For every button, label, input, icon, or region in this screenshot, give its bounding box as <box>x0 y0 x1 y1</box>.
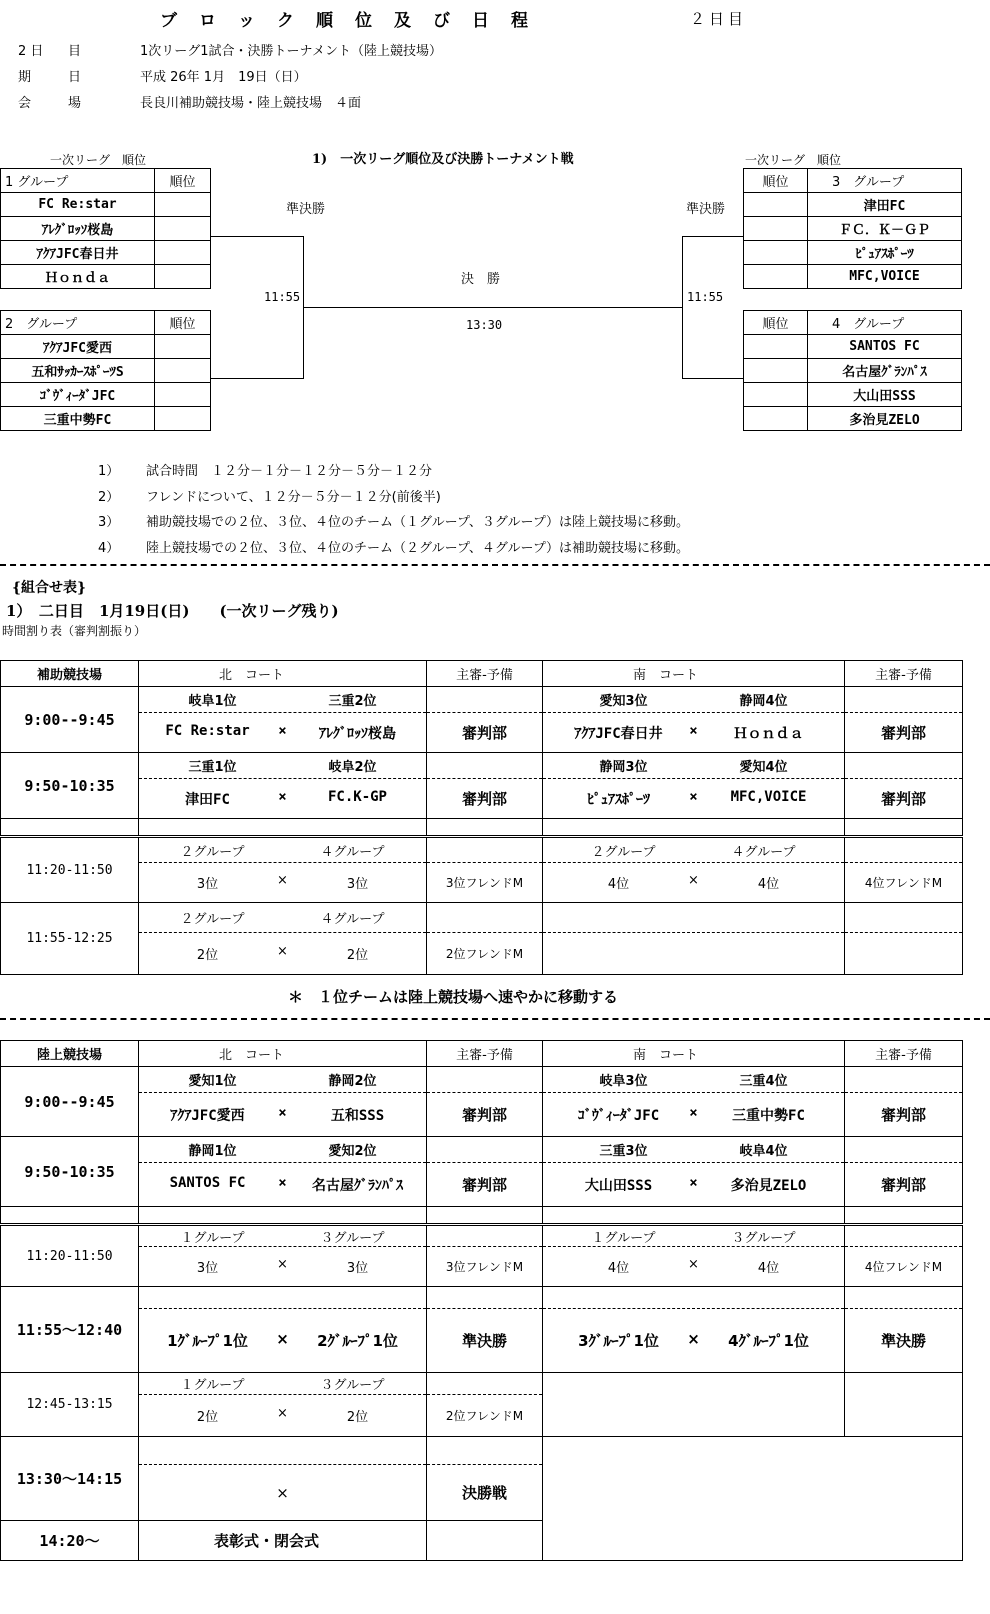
match <box>139 863 427 903</box>
meta-key: 期 <box>18 70 32 85</box>
team-a: FC Re:star <box>165 722 250 739</box>
vs-mark: × <box>278 788 287 805</box>
spacer-cell <box>543 1207 845 1225</box>
ref-label: 主審-予備 <box>427 661 543 687</box>
referee <box>845 933 963 975</box>
schedule-subheading: 1） 二日目 1月19日(日) (一次リーグ残り) <box>6 602 339 620</box>
note-number: 3） <box>98 515 120 530</box>
team-a: 津田FC <box>185 791 230 808</box>
match <box>543 1093 845 1137</box>
seed-b: ３グループ <box>731 1230 796 1246</box>
ref-cell <box>427 1373 543 1395</box>
seed-a: 岐阜1位 <box>188 694 237 709</box>
seed-b: 静岡4位 <box>739 694 788 709</box>
time-slot: 13:30～14:15 <box>1 1437 139 1521</box>
seed-b: 愛知2位 <box>328 1144 377 1159</box>
league-label-left: 一次リーグ 順位 <box>50 151 180 169</box>
time-slot: 11:55～12:40 <box>1 1287 139 1373</box>
title-char: び <box>433 11 450 31</box>
seed-pair <box>139 1437 427 1465</box>
title-char: 程 <box>511 11 528 31</box>
seed-b: 静岡2位 <box>328 1074 377 1089</box>
match <box>543 1163 845 1207</box>
section-divider <box>0 564 990 566</box>
south-court-label: 南 コート <box>543 1041 845 1067</box>
rank-cell[interactable] <box>744 217 808 241</box>
team-a: 3ｸﾞﾙｰﾌﾟ1位 <box>578 1332 659 1350</box>
vs-mark: × <box>689 1104 698 1121</box>
spacer-cell <box>427 819 543 837</box>
referee: 準決勝 <box>427 1309 543 1373</box>
spacer-cell <box>1 1207 139 1225</box>
ref-cell <box>427 837 543 863</box>
rank-cell[interactable] <box>744 335 808 359</box>
rank-cell[interactable] <box>744 265 808 289</box>
match <box>543 933 845 975</box>
north-court-label: 北 コート <box>139 661 427 687</box>
match <box>139 933 427 975</box>
referee: 審判部 <box>427 1093 543 1137</box>
semifinal-match <box>139 1309 427 1373</box>
ref-cell <box>845 753 963 779</box>
meta-value: 長良川補助競技場・陸上競技場 ４面 <box>140 96 362 111</box>
group-name: 4 グループ <box>808 311 962 335</box>
spacer-cell <box>543 819 845 837</box>
seed-pair <box>543 903 845 933</box>
title-char: ロ <box>199 11 216 31</box>
vs-mark: × <box>688 873 699 888</box>
note-text: 試合時間 １２分－１分－１２分－５分－１２分 <box>146 464 433 479</box>
spacer-cell <box>1 819 139 837</box>
spacer-cell <box>427 1207 543 1225</box>
group-name: 1 グループ <box>1 169 155 193</box>
schedule-table-sub-field <box>0 660 963 975</box>
empty-cell <box>543 1373 845 1437</box>
venue-name: 陸上競技場 <box>1 1041 139 1067</box>
seed-a: ２グループ <box>591 844 656 860</box>
rank-cell[interactable] <box>155 217 211 241</box>
spacer-cell <box>845 1207 963 1225</box>
team-b: 2位 <box>346 948 369 963</box>
rank-cell[interactable] <box>155 407 211 431</box>
referee: 準決勝 <box>845 1309 963 1373</box>
team-b: 五和SSS <box>330 1107 385 1124</box>
referee: 審判部 <box>427 1163 543 1207</box>
spacer-cell <box>139 1207 427 1225</box>
team-name: ＦＣ．Ｋ－ＧＰ <box>808 217 962 241</box>
group-name: 3 グループ <box>808 169 962 193</box>
match <box>139 1395 427 1437</box>
team-a: 4位 <box>607 877 630 892</box>
group-3-table <box>743 168 962 289</box>
schedule-table-main-field <box>0 1040 963 1561</box>
seed-b: 愛知4位 <box>739 760 788 775</box>
time-slot: 9:50-10:35 <box>1 753 139 819</box>
match <box>139 713 427 753</box>
vs-mark: × <box>276 1483 289 1502</box>
seed-pair <box>139 1287 427 1309</box>
rank-header: 順位 <box>155 169 211 193</box>
vs-mark: × <box>276 1330 289 1348</box>
note-4 <box>98 537 689 556</box>
seed-pair <box>543 1067 845 1093</box>
empty-cell <box>845 1373 963 1437</box>
title-char: 日 <box>472 11 489 31</box>
time-slot: 14:20～ <box>1 1521 139 1561</box>
semifinal-match <box>543 1309 845 1373</box>
team-b: MFC,VOICE <box>730 788 807 805</box>
ref-cell <box>845 1067 963 1093</box>
seed-pair <box>543 1137 845 1163</box>
team-b <box>293 1484 423 1502</box>
rank-cell[interactable] <box>155 265 211 289</box>
note-text: 補助競技場での２位、３位、４位のチーム（１グループ、３グループ）は陸上競技場に移動。 <box>146 515 690 530</box>
team-b: Ｈｏｎｄａ <box>733 725 804 742</box>
time-slot: 11:20-11:50 <box>1 1225 139 1287</box>
title-char: ブ <box>160 11 177 31</box>
referee: 審判部 <box>845 713 963 753</box>
team-name: SANTOS FC <box>808 335 962 359</box>
match <box>139 1247 427 1287</box>
group-name: 2 グループ <box>1 311 155 335</box>
group-1-table <box>0 168 211 289</box>
team-name: 多治見ZELO <box>808 407 962 431</box>
referee: 2位フレンドM <box>427 1395 543 1437</box>
seed-b: ４グループ <box>320 912 385 927</box>
seed-a: ２グループ <box>180 912 245 927</box>
team-a: ｱｸｱJFC春日井 <box>574 725 663 742</box>
team-name: FC Re:star <box>1 193 155 217</box>
ref-cell <box>427 1137 543 1163</box>
team-a: 大山田SSS <box>584 1177 653 1194</box>
team-b: 多治見ZELO <box>730 1177 807 1194</box>
seed-pair <box>139 687 427 713</box>
referee: 審判部 <box>845 779 963 819</box>
team-b: 3位 <box>346 877 369 892</box>
vs-mark: × <box>277 1257 288 1272</box>
seed-pair <box>139 753 427 779</box>
team-a: 2位 <box>196 948 219 963</box>
vs-mark: × <box>688 1257 699 1272</box>
team-a <box>143 1484 273 1502</box>
team-name: 三重中勢FC <box>1 407 155 431</box>
ref-cell <box>427 1521 543 1561</box>
seed-a: ２グループ <box>180 844 245 860</box>
rank-cell[interactable] <box>155 193 211 217</box>
north-court-label: 北 コート <box>139 1041 427 1067</box>
spacer-cell <box>139 819 427 837</box>
team-name: 五和ｻｯｶｰｽﾎﾟｰﾂS <box>1 359 155 383</box>
team-a: ｺﾞｳﾞｨｰﾀﾞJFC <box>577 1107 660 1124</box>
team-a: 4位 <box>607 1261 630 1276</box>
bracket-line <box>211 236 304 237</box>
meta-key: 会 <box>18 96 32 111</box>
meta-key: 目 <box>68 44 82 59</box>
rank-cell[interactable] <box>155 359 211 383</box>
schedule-heading: {組合せ表} <box>12 580 87 596</box>
time-slot: 11:20-11:50 <box>1 837 139 903</box>
referee: 審判部 <box>845 1093 963 1137</box>
ref-cell <box>845 837 963 863</box>
team-b: 4位 <box>757 877 780 892</box>
referee: 審判部 <box>845 1163 963 1207</box>
team-name: 津田FC <box>808 193 962 217</box>
seed-b: 三重4位 <box>739 1074 788 1089</box>
note-number: 2） <box>98 490 120 505</box>
south-court-label: 南 コート <box>543 661 845 687</box>
note-number: 1） <box>98 464 120 479</box>
ref-cell <box>427 753 543 779</box>
match <box>139 1163 427 1207</box>
team-a: SANTOS FC <box>169 1174 246 1191</box>
ref-cell <box>427 1287 543 1309</box>
semifinal-time-right: 11:55 <box>687 290 724 304</box>
vs-mark: × <box>689 1174 698 1191</box>
day-label: ２日目 <box>690 10 748 28</box>
ref-cell <box>427 903 543 933</box>
referee: 審判部 <box>427 779 543 819</box>
match <box>543 779 845 819</box>
time-slot: 9:00--9:45 <box>1 1067 139 1137</box>
time-slot: 9:00--9:45 <box>1 687 139 753</box>
team-name: MFC,VOICE <box>808 265 962 289</box>
seed-a: 三重1位 <box>188 760 237 775</box>
referee: 3位フレンドM <box>427 863 543 903</box>
empty-cell <box>543 1437 963 1561</box>
seed-pair <box>139 1225 427 1247</box>
seed-b: ４グループ <box>320 844 385 860</box>
rank-cell[interactable] <box>155 383 211 407</box>
seed-b: 岐阜2位 <box>328 760 377 775</box>
team-b: 三重中勢FC <box>732 1107 805 1124</box>
referee: 決勝戦 <box>427 1465 543 1521</box>
seed-b: ３グループ <box>320 1230 385 1246</box>
seed-b: 三重2位 <box>328 694 377 709</box>
seed-pair <box>139 1373 427 1395</box>
final-line <box>303 307 683 308</box>
bracket-line <box>682 236 683 379</box>
note-text: フレンドについて、１２分－５分－１２分(前後半) <box>146 490 441 505</box>
ceremony-label: 表彰式・閉会式 <box>139 1521 427 1561</box>
vs-mark: × <box>278 1104 287 1121</box>
ref-cell <box>427 1225 543 1247</box>
semifinal-label-left: 準決勝 <box>286 202 326 217</box>
semifinal-label-right: 準決勝 <box>686 202 726 217</box>
team-name: ｺﾞｳﾞｨｰﾀﾞJFC <box>1 383 155 407</box>
ref-cell <box>427 1067 543 1093</box>
team-b: 4ｸﾞﾙｰﾌﾟ1位 <box>728 1332 809 1350</box>
team-a: 1ｸﾞﾙｰﾌﾟ1位 <box>167 1332 248 1350</box>
seed-pair <box>543 687 845 713</box>
vs-mark: × <box>277 873 288 888</box>
team-a: 2位 <box>196 1410 219 1425</box>
final-match <box>139 1465 427 1521</box>
seed-pair <box>543 837 845 863</box>
note-2 <box>98 486 441 505</box>
meta-value: 平成 26年 1月 19日（日） <box>140 70 307 85</box>
vs-mark: × <box>277 1406 288 1421</box>
seed-pair <box>139 1137 427 1163</box>
team-b: FC.K-GP <box>327 788 387 805</box>
final-time: 13:30 <box>466 318 503 332</box>
page-title <box>160 6 550 31</box>
bracket-line <box>682 378 743 379</box>
meta-value: 1次リーグ1試合・決勝トーナメント（陸上競技場） <box>140 44 443 59</box>
title-char: ッ <box>238 11 255 31</box>
team-name: Ｈｏｎｄａ <box>1 265 155 289</box>
referee: 4位フレンドM <box>845 863 963 903</box>
team-b: 3位 <box>346 1261 369 1276</box>
match <box>139 779 427 819</box>
seed-a: 静岡3位 <box>599 760 648 775</box>
move-notice: ＊ １位チームは陸上競技場へ速やかに移動する <box>288 988 619 1006</box>
time-slot: 11:55-12:25 <box>1 903 139 975</box>
match <box>543 1247 845 1287</box>
meta-key: 日 <box>68 70 82 85</box>
semifinal-time-left: 11:55 <box>264 290 301 304</box>
vs-mark: × <box>277 944 288 959</box>
seed-a: 愛知1位 <box>188 1074 237 1089</box>
rank-header: 順位 <box>155 311 211 335</box>
seed-pair <box>543 1225 845 1247</box>
seed-a: 静岡1位 <box>188 1144 237 1159</box>
rank-cell[interactable] <box>155 335 211 359</box>
ref-cell <box>845 1225 963 1247</box>
group-2-table <box>0 310 211 431</box>
team-b: 2ｸﾞﾙｰﾌﾟ1位 <box>317 1332 398 1350</box>
venue-name: 補助競技場 <box>1 661 139 687</box>
seed-b: ３グループ <box>320 1378 385 1393</box>
seed-a: １グループ <box>180 1230 245 1246</box>
note-1 <box>98 460 432 479</box>
group-4-table <box>743 310 962 431</box>
team-name: ﾋﾟｭｱｽﾎﾟｰﾂ <box>808 241 962 265</box>
ref-label: 主審-予備 <box>427 1041 543 1067</box>
rank-cell[interactable] <box>744 193 808 217</box>
meta-key: 場 <box>68 96 82 111</box>
team-name: ｱｸｱJFC春日井 <box>1 241 155 265</box>
seed-b: 岐阜4位 <box>739 1144 788 1159</box>
ref-cell <box>845 903 963 933</box>
referee: 3位フレンドM <box>427 1247 543 1287</box>
rank-cell[interactable] <box>744 407 808 431</box>
ref-cell <box>845 1137 963 1163</box>
seed-pair <box>139 1067 427 1093</box>
spacer-cell <box>845 819 963 837</box>
seed-a: 岐阜3位 <box>599 1074 648 1089</box>
vs-mark: × <box>687 1330 700 1348</box>
schedule-caption: 時間割り表（審判割振り） <box>2 624 147 638</box>
referee: 4位フレンドM <box>845 1247 963 1287</box>
team-name: 名古屋ｸﾞﾗﾝﾊﾟｽ <box>808 359 962 383</box>
rank-cell[interactable] <box>744 383 808 407</box>
vs-mark: × <box>278 1174 287 1191</box>
match <box>543 713 845 753</box>
team-b: 名古屋ｸﾞﾗﾝﾊﾟｽ <box>312 1177 403 1194</box>
vs-mark: × <box>278 722 287 739</box>
bracket-line <box>211 378 304 379</box>
title-char: 位 <box>355 11 372 31</box>
team-b: 2位 <box>346 1410 369 1425</box>
time-slot: 9:50-10:35 <box>1 1137 139 1207</box>
seed-pair <box>139 837 427 863</box>
meta-key: 2 日 <box>18 44 44 59</box>
rank-cell[interactable] <box>744 359 808 383</box>
rank-cell[interactable] <box>744 241 808 265</box>
vs-mark: × <box>689 788 698 805</box>
team-a: ｱｸｱJFC愛西 <box>170 1107 245 1124</box>
title-char: 及 <box>394 11 411 31</box>
seed-pair <box>543 753 845 779</box>
rank-cell[interactable] <box>155 241 211 265</box>
team-name: ｱｸｱJFC愛西 <box>1 335 155 359</box>
ref-label: 主審-予備 <box>845 1041 963 1067</box>
rank-header: 順位 <box>744 169 808 193</box>
team-b: ｱﾚｸﾞﾛｯｿ桜島 <box>319 725 396 742</box>
seed-a: １グループ <box>180 1378 245 1393</box>
note-3 <box>98 511 689 530</box>
final-label: 決 勝 <box>461 272 501 287</box>
team-name: 大山田SSS <box>808 383 962 407</box>
team-b: 4位 <box>757 1261 780 1276</box>
match <box>543 863 845 903</box>
ref-label: 主審-予備 <box>845 661 963 687</box>
bracket-line <box>682 236 743 237</box>
ref-cell <box>845 687 963 713</box>
note-number: 4） <box>98 541 120 556</box>
title-char: 順 <box>316 11 333 31</box>
seed-a: 愛知3位 <box>599 694 648 709</box>
vs-mark: × <box>689 722 698 739</box>
team-a: ﾋﾟｭｱｽﾎﾟｰﾂ <box>587 791 650 808</box>
team-name: ｱﾚｸﾞﾛｯｿ桜島 <box>1 217 155 241</box>
title-char: ク <box>277 11 294 31</box>
bracket-heading: 1) 一次リーグ順位及び決勝トーナメント戦 <box>312 152 574 167</box>
league-label-right: 一次リーグ 順位 <box>745 153 842 167</box>
rank-header: 順位 <box>744 311 808 335</box>
section-divider <box>0 1018 990 1020</box>
team-a: 3位 <box>196 1261 219 1276</box>
note-text: 陸上競技場での２位、３位、４位のチーム（２グループ、４グループ）は補助競技場に移動。 <box>146 541 690 556</box>
referee: 2位フレンドM <box>427 933 543 975</box>
seed-pair <box>139 903 427 933</box>
seed-pair <box>543 1287 845 1309</box>
ref-cell <box>845 1287 963 1309</box>
match <box>139 1093 427 1137</box>
seed-a: 三重3位 <box>599 1144 648 1159</box>
referee: 審判部 <box>427 713 543 753</box>
ref-cell <box>427 1437 543 1465</box>
seed-b: ４グループ <box>731 844 796 860</box>
team-a: 3位 <box>196 877 219 892</box>
ref-cell <box>427 687 543 713</box>
time-slot: 12:45-13:15 <box>1 1373 139 1437</box>
seed-a: １グループ <box>591 1230 656 1246</box>
